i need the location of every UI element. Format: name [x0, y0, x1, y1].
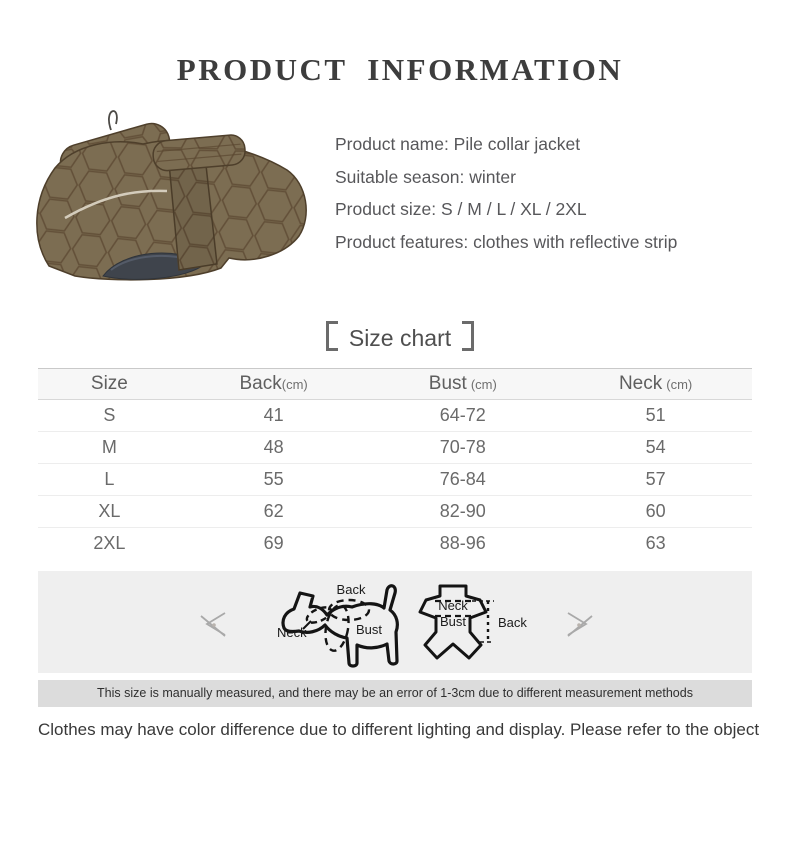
cell-back: 69	[263, 533, 284, 553]
cell-back: 62	[181, 496, 367, 528]
cell-bust: 82-90	[366, 496, 559, 528]
garment-neck-label: Neck	[438, 598, 468, 613]
size-chart-heading	[0, 318, 800, 354]
hanging-loop	[109, 111, 117, 130]
hero-section	[0, 98, 800, 310]
col-label: Bust	[428, 373, 467, 394]
dog-measure-diagram	[276, 576, 406, 670]
size-chart-header-row	[38, 369, 752, 400]
cell-back: 55	[181, 464, 367, 496]
col-label: Neck	[618, 373, 663, 394]
size-chart-heading-text: Size chart	[348, 324, 452, 351]
table-row-2xl	[38, 528, 752, 560]
col-header-back	[181, 369, 367, 400]
garment-bust-label: Bust	[439, 614, 467, 629]
size-chart-table	[38, 368, 752, 559]
garment-back-label: Back	[498, 615, 527, 630]
left-bracket-icon	[326, 321, 338, 351]
cut-mark-left-icon	[198, 609, 228, 639]
col-header-bust	[366, 369, 559, 400]
table-row-xl	[38, 496, 752, 528]
col-label: Size	[90, 373, 128, 394]
col-unit: (cm)	[281, 377, 308, 392]
cell-size: S	[38, 400, 181, 432]
cell-size: L	[38, 464, 181, 496]
cell-back: 48	[181, 432, 367, 464]
jacket-illustration	[15, 98, 320, 298]
cell-neck: 51	[559, 400, 752, 432]
col-unit: (cm)	[470, 377, 497, 392]
dog-back-label: Back	[336, 582, 366, 597]
product-name-line: Product name: Pile collar jacket	[335, 134, 581, 154]
page-title: PRODUCT INFORMATION	[176, 52, 624, 87]
col-label: Back	[239, 373, 282, 394]
measurement-note-bar: This size is manually measured, and there may be an error of 1-3cm due to different measurement methods	[38, 680, 752, 707]
dog-neck-label: Neck	[277, 625, 307, 640]
cell-bust: 70-78	[366, 432, 559, 464]
cell-neck: 63	[645, 533, 666, 553]
product-features-line: Product features: clothes with reflective strip	[335, 231, 678, 252]
table-row-s	[38, 400, 752, 432]
col-unit: (cm)	[666, 377, 693, 392]
cell-bust: 64-72	[366, 400, 559, 432]
table-row-m	[38, 432, 752, 464]
product-details	[335, 128, 677, 258]
col-header-size	[38, 369, 181, 400]
right-bracket-icon	[462, 321, 474, 351]
measure-diagram-strip	[38, 571, 752, 673]
cell-bust: 88-96	[439, 533, 486, 553]
cell-bust: 76-84	[366, 464, 559, 496]
product-photo	[15, 98, 320, 298]
product-size-line: Product size: S / M / L / XL / 2XL	[335, 199, 587, 219]
cell-neck: 57	[559, 464, 752, 496]
cell-neck: 60	[559, 496, 752, 528]
color-difference-note: Clothes may have color difference due to different lighting and display. Please refer to the object	[38, 720, 760, 739]
dog-bust-label: Bust	[356, 622, 383, 637]
cell-size: 2XL	[93, 533, 126, 553]
cell-size: XL	[38, 496, 181, 528]
col-header-neck	[559, 369, 752, 400]
cell-neck: 54	[559, 432, 752, 464]
cell-back: 41	[181, 400, 367, 432]
table-row-l	[38, 464, 752, 496]
garment-measure-diagram	[410, 582, 530, 667]
suitable-season-line: Suitable season: winter	[335, 166, 516, 187]
cut-mark-right-icon	[565, 609, 595, 639]
cell-size: M	[38, 432, 181, 464]
